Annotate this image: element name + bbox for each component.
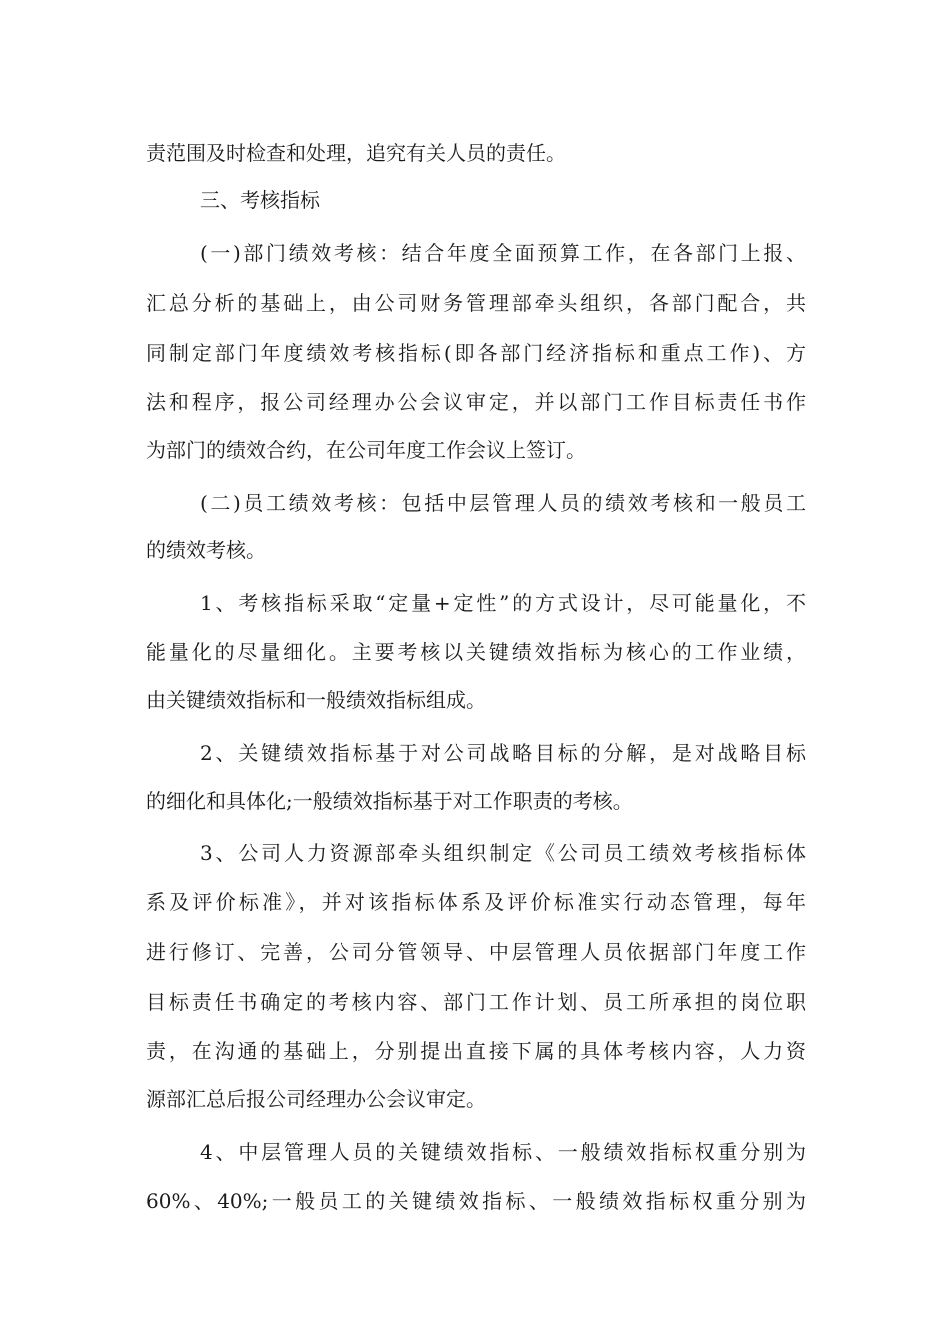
- text-line: 能量化的尽量细化。主要考核以关键绩效指标为核心的工作业绩，: [146, 640, 806, 664]
- text-line: 责，在沟通的基础上，分别提出直接下属的具体考核内容，人力资: [146, 1039, 806, 1063]
- text-line: 60%、40%;一般员工的关键绩效指标、一般绩效指标权重分别为: [146, 1189, 806, 1213]
- section-heading: 三、考核指标: [200, 188, 320, 212]
- text-line: 系及评价标准》，并对该指标体系及评价标准实行动态管理，每年: [146, 890, 806, 914]
- text-line: 3、公司人力资源部牵头组织制定《公司员工绩效考核指标体: [200, 841, 806, 865]
- text-line: 1、考核指标采取“定量+定性”的方式设计，尽可能量化，不: [200, 591, 806, 615]
- text-line: 进行修订、完善，公司分管领导、中层管理人员依据部门年度工作: [146, 940, 806, 964]
- text-line: 的细化和具体化;一般绩效指标基于对工作职责的考核。: [146, 789, 633, 813]
- text-line: 为部门的绩效合约，在公司年度工作会议上签订。: [146, 438, 586, 462]
- text-line: (二)员工绩效考核：包括中层管理人员的绩效考核和一般员工: [200, 491, 806, 515]
- text-line: (一)部门绩效考核：结合年度全面预算工作，在各部门上报、: [200, 241, 806, 265]
- text-line: 汇总分析的基础上，由公司财务管理部牵头组织，各部门配合，共: [146, 291, 806, 315]
- text-line: 同制定部门年度绩效考核指标(即各部门经济指标和重点工作)、方: [146, 341, 806, 365]
- text-line: 的绩效考核。: [146, 538, 266, 562]
- text-line: 责范围及时检查和处理，追究有关人员的责任。: [146, 141, 566, 165]
- text-line: 源部汇总后报公司经理办公会议审定。: [146, 1087, 486, 1111]
- text-line: 4、中层管理人员的关键绩效指标、一般绩效指标权重分别为: [200, 1140, 806, 1164]
- text-line: 2、关键绩效指标基于对公司战略目标的分解，是对战略目标: [200, 741, 806, 765]
- text-line: 法和程序，报公司经理办公会议审定，并以部门工作目标责任书作: [146, 390, 806, 414]
- text-line: 目标责任书确定的考核内容、部门工作计划、员工所承担的岗位职: [146, 990, 806, 1014]
- text-line: 由关键绩效指标和一般绩效指标组成。: [146, 688, 486, 712]
